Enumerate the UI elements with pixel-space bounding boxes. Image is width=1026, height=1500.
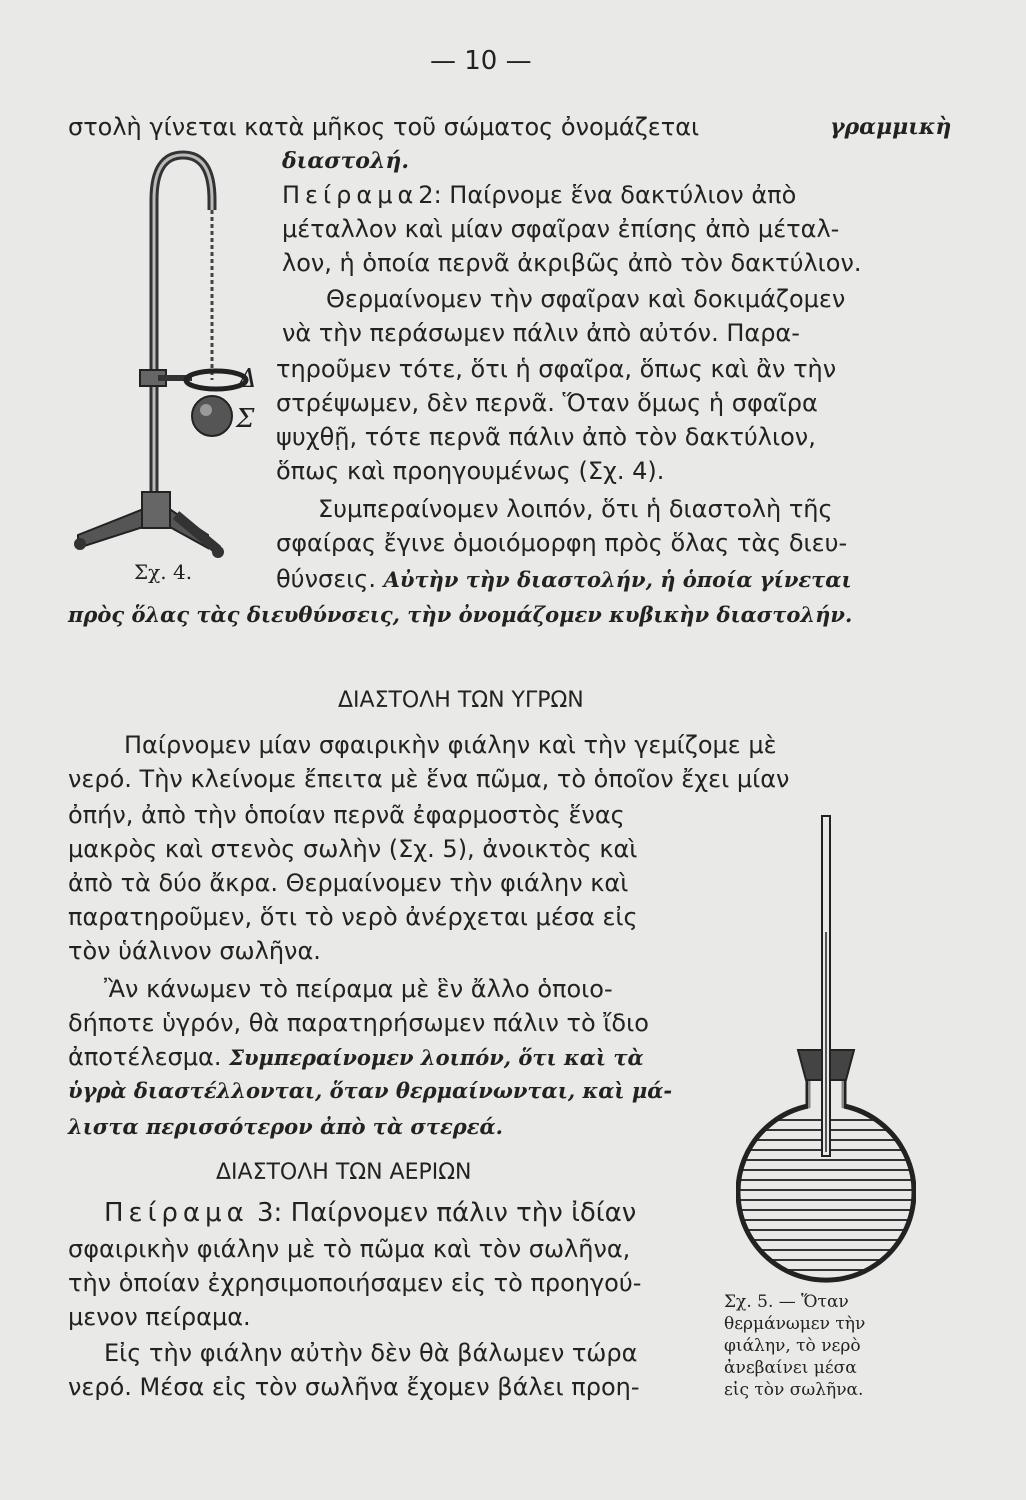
term-linear-expansion-2: διαστολή. [282, 148, 410, 174]
experiment2-text: Παίρνομε ἕνα δακτύλιον ἀπὸ [449, 181, 797, 209]
experiment2-line9: ὅπως καὶ προηγουμένως (Σχ. 4). [276, 457, 665, 485]
experiment2-line12 [276, 564, 852, 595]
conclusion-liquids-2: ὑγρὰ διαστέλλονται, ὅταν θερμαίνωνται, καὶ μά- [68, 1078, 673, 1103]
label-sigma: Σ [236, 404, 255, 434]
gases-text: Παίρνομεν πάλιν τὴν ἰδίαν [290, 1198, 637, 1228]
heading-liquids: ΔΙΑΣΤΟΛΗ ΤΩΝ ΥΓΡΩΝ [338, 688, 584, 713]
liquids-line1: Παίρνομεν μίαν σφαιρικὴν φιάλην καὶ τὴν γεμίζομε μὲ [124, 731, 777, 759]
liquids-line5: ἀπὸ τὰ δύο ἄκρα. Θερμαίνομεν τὴν φιάλην καὶ [68, 869, 629, 897]
gases-line3: τὴν ὁποίαν ἐχρησιμοποιήσαμεν εἰς τὸ προηγού- [68, 1269, 642, 1297]
experiment-label: Πείραμα [282, 181, 419, 209]
liquids-line9: δήποτε ὑγρόν, θὰ παρατηρήσωμεν πάλιν τὸ ἴδιο [68, 1009, 649, 1037]
experiment2-text-plain: θύνσεις. [276, 565, 376, 593]
gases-line1 [104, 1198, 636, 1228]
figure-5-caption-line3: φιάλην, τὸ νερὸ [724, 1336, 861, 1356]
experiment2-line11: σφαίρας ἔγινε ὁμοιόμορφη πρὸς ὅλας τὰς διευ- [276, 529, 848, 557]
liquids-line4: μακρὸς καὶ στενὸς σωλὴν (Σχ. 5), ἀνοικτὸς καὶ [68, 835, 638, 863]
para1-text: στολὴ γίνεται κατὰ μῆκος τοῦ σώματος ὀνομάζεται [68, 113, 700, 141]
experiment2-line10: Συμπεραίνομεν λοιπόν, ὅτι ἡ διαστολὴ τῆς [318, 495, 833, 523]
term-linear-expansion: γραμμικὴ [830, 114, 952, 140]
figure-5-caption-line1: Σχ. 5. — Ὅταν [724, 1292, 849, 1312]
label-delta: Δ [238, 364, 257, 394]
ring-icon [186, 371, 246, 389]
experiment2-line6: τηροῦμεν τότε, ὅτι ἡ σφαῖρα, ὅπως καὶ ἂν τὴν [276, 355, 837, 383]
ball-icon [192, 396, 232, 436]
liquids-line3: ὀπήν, ἀπὸ τὴν ὁποίαν περνᾶ ἐφαρμοστὸς ἕνας [68, 801, 625, 829]
experiment-number: 2: [418, 181, 442, 209]
experiment2-line5: νὰ τὴν περάσωμεν πάλιν ἀπὸ αὐτόν. Παρα- [282, 319, 800, 347]
experiment2-line4: Θερμαίνομεν τὴν σφαῖραν καὶ δοκιμάζομεν [326, 285, 846, 313]
figure-4-caption: Σχ. 4. [134, 560, 193, 584]
page-number: — 10 — [430, 46, 532, 76]
stand-rod [154, 155, 212, 520]
para1-line1 [68, 112, 952, 142]
experiment2-line1 [282, 180, 796, 210]
experiment3-label: Πείραμα [104, 1198, 249, 1228]
liquids-line7: τὸν ὑάλινον σωλῆνα. [68, 937, 321, 965]
conclusion-liquids-3: λιστα περισσότερον ἀπὸ τὰ στερεά. [68, 1114, 503, 1139]
gases-line6: νερό. Μέσα εἰς τὸν σωλῆνα ἔχομεν βάλει προη- [68, 1373, 640, 1401]
conclusion-cubic-expansion: Αὐτὴν τὴν διαστολήν, ἡ ὁποία γίνεται [383, 567, 852, 592]
figure-5-flask-with-tube [736, 812, 916, 1292]
gases-line4: μενον πείραμα. [68, 1303, 251, 1331]
liquids-line2: νερό. Τὴν κλείνομε ἔπειτα μὲ ἕνα πῶμα, τὸ ὁποῖον ἔχει μίαν [68, 765, 790, 793]
experiment3-number: 3: [257, 1198, 283, 1228]
experiment2-line8: ψυχθῇ, τότε περνᾶ πάλιν ἀπὸ τὸν δακτύλιον, [276, 423, 816, 451]
experiment2-line3: λον, ἡ ὁποία περνᾶ ἀκριβῶς ἀπὸ τὸν δακτύλιον. [282, 249, 862, 277]
experiment2-line2: μέταλλον καὶ μίαν σφαῖραν ἐπίσης ἀπὸ μέταλ- [282, 215, 840, 243]
liquids-line6: παρατηροῦμεν, ὅτι τὸ νερὸ ἀνέρχεται μέσα εἰς [68, 903, 638, 931]
figure-5-caption-line4: ἀνεβαίνει μέσα [724, 1358, 857, 1378]
gases-line2: σφαιρικὴν φιάλην μὲ τὸ πῶμα καὶ τὸν σωλῆνα, [68, 1235, 631, 1263]
experiment2-line7: στρέψωμεν, δὲν περνᾶ. Ὅταν ὅμως ἡ σφαῖρα [276, 389, 818, 417]
liquids-line10 [68, 1042, 644, 1073]
figure-4-ring-ball-apparatus [58, 140, 268, 570]
liquids-line8: Ἂν κάνωμεν τὸ πείραμα μὲ ἓν ἄλλο ὁποιο- [104, 975, 613, 1003]
liquids-text-plain: ἀποτέλεσμα. [68, 1043, 222, 1071]
figure-5-caption-line2: θερμάνωμεν τὴν [724, 1314, 866, 1334]
heading-gases: ΔΙΑΣΤΟΛΗ ΤΩΝ ΑΕΡΙΩΝ [216, 1160, 472, 1185]
figure-5-caption-line5: εἰς τὸν σωλῆνα. [724, 1380, 864, 1400]
gases-line5: Εἰς τὴν φιάλην αὐτὴν δὲν θὰ βάλωμεν τώρα [104, 1339, 638, 1367]
conclusion-cubic-expansion-2: πρὸς ὅλας τὰς διευθύνσεις, τὴν ὀνομάζομεν κυβικὴν διαστολήν. [68, 602, 853, 627]
conclusion-liquids: Συμπεραίνομεν λοιπόν, ὅτι καὶ τὰ [229, 1045, 644, 1070]
